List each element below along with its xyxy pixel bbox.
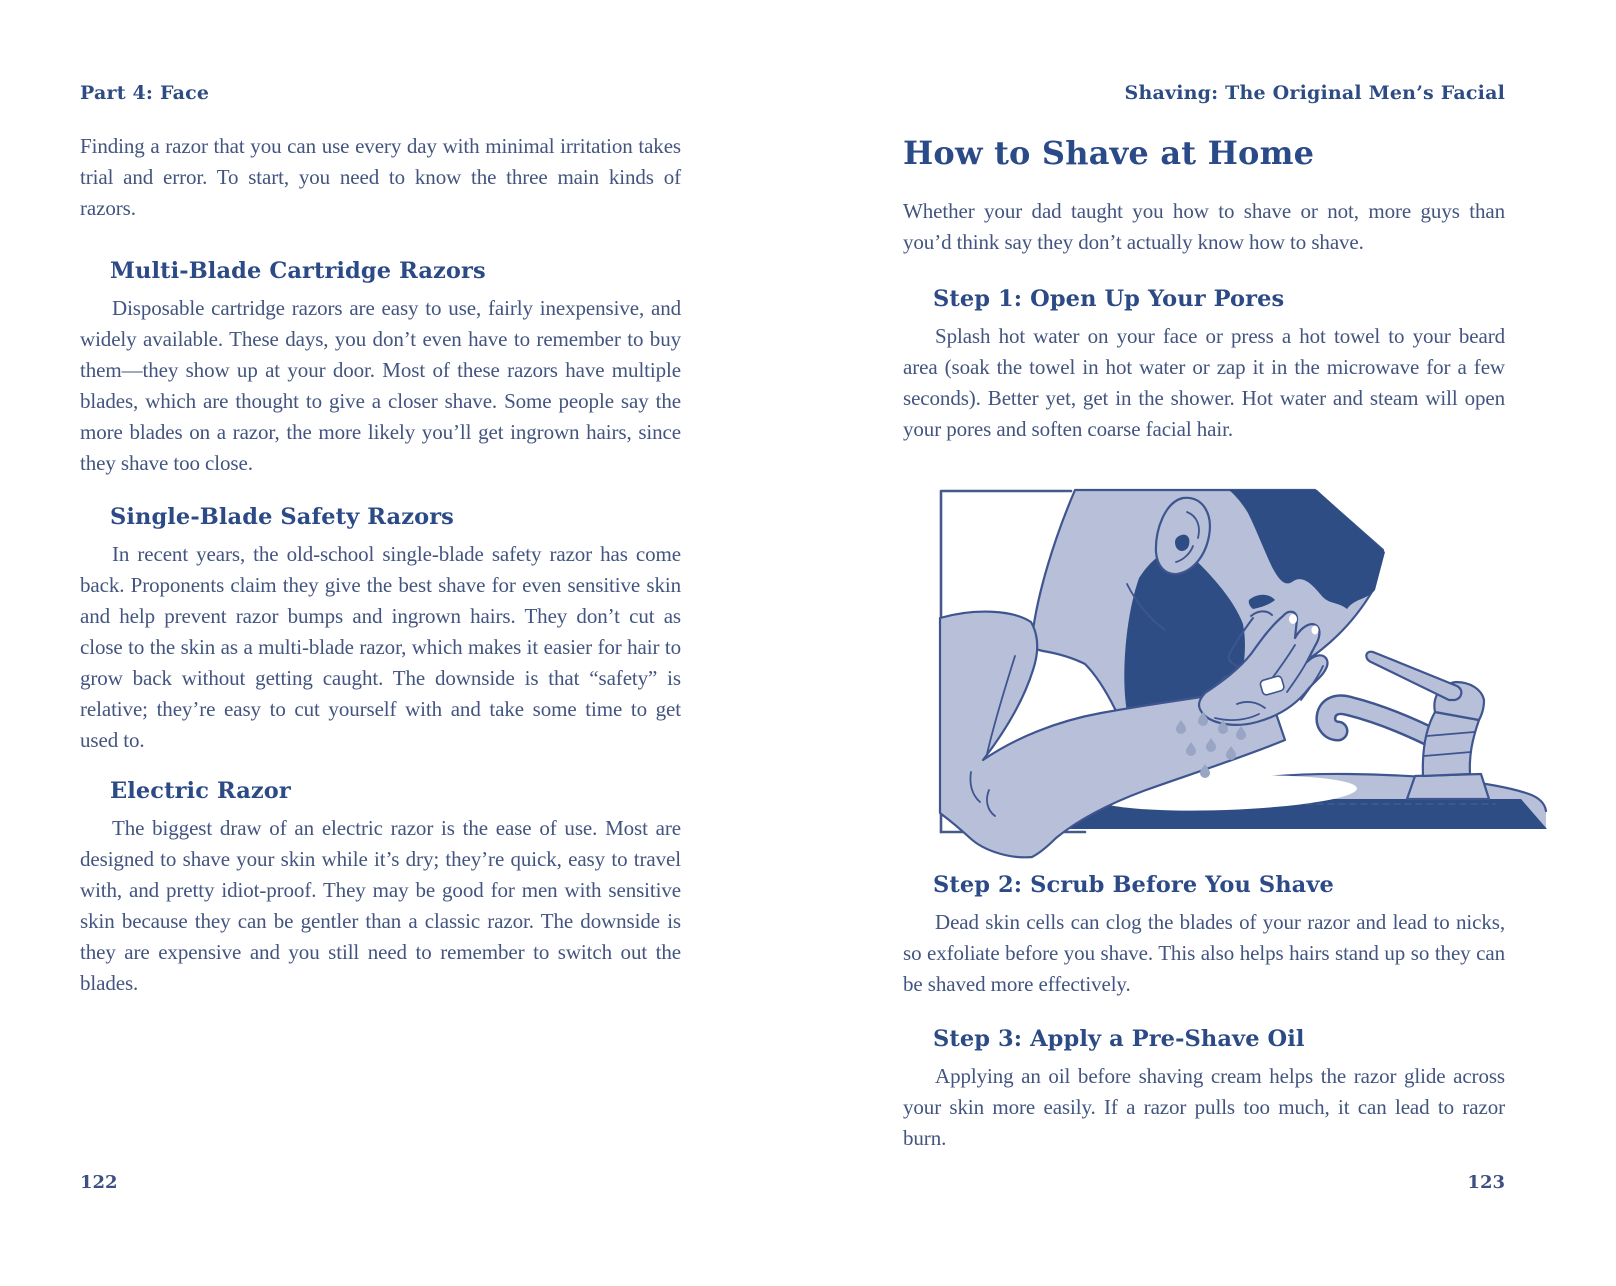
step-body: Applying an oil before shaving cream helps the razor glide across your skin more easily. If a razor pulls too much, it can lead to razor burn.	[903, 1064, 1505, 1150]
running-head-right: Shaving: The Original Men’s Facial	[1124, 82, 1505, 104]
faucet-handle	[1366, 652, 1461, 700]
step-heading: Step 1: Open Up Your Pores	[933, 286, 1285, 312]
page-number-right: 123	[1467, 1172, 1505, 1193]
step-body: Splash hot water on your face or press a hot towel to your beard area (soak the towel in hot water or zap it in the microwave for a few seconds). Better yet, get in the shower. Hot water and steam will open your pores and soften coarse facial hair.	[903, 324, 1505, 441]
section-heading: Electric Razor	[110, 778, 291, 804]
running-head-left: Part 4: Face	[80, 82, 210, 104]
section-body: In recent years, the old-school single-blade safety razor has come back. Proponents claim they give the best shave for even sensitive skin and help prevent razor bumps and ingrown hairs. They don’t cut as close to the skin as a multi-blade razor, which makes it easier for hair to grow back without getting caught. The downside is that “safety” is relative; they’re easy to cut yourself with and take some time to get used to.	[80, 542, 681, 752]
chapter-title: How to Shave at Home	[903, 134, 1315, 172]
illustration-man-washing-face	[935, 488, 1549, 860]
chapter-intro: Whether your dad taught you how to shave or not, more guys than you’d think say they don’t actually know how to shave.	[903, 199, 1505, 254]
step-heading: Step 3: Apply a Pre-Shave Oil	[933, 1026, 1305, 1052]
fingertip-nail	[1312, 626, 1319, 635]
section-body: The biggest draw of an electric razor is the ease of use. Most are designed to shave your skin while it’s dry; they’re quick, easy to travel with, and pretty idiot-proof. They may be good for men with sensitive skin because they can be gentler than a classic razor. The downside is they are expensive and you still need to remember to switch out the blades.	[80, 816, 681, 995]
faucet-base	[1407, 774, 1489, 799]
step-heading: Step 2: Scrub Before You Shave	[933, 872, 1334, 898]
faucet-body	[1423, 712, 1479, 776]
section-heading: Single-Blade Safety Razors	[110, 504, 454, 530]
step-body: Dead skin cells can clog the blades of your razor and lead to nicks, so exfoliate before you shave. This also helps hairs stand up so they can be shaved more effectively.	[903, 910, 1505, 996]
section-heading: Multi-Blade Cartridge Razors	[110, 258, 486, 284]
intro-paragraph: Finding a razor that you can use every day with minimal irritation takes trial and error. To start, you need to know the three main kinds of razors.	[80, 134, 681, 220]
fingertip-nail	[1289, 614, 1297, 624]
page-number-left: 122	[80, 1172, 118, 1193]
section-body: Disposable cartridge razors are easy to use, fairly inexpensive, and widely available. These days, you don’t even have to remember to buy them—they show up at your door. Most of these razors have multiple blades, which are thought to give a closer shave. Some people say the more blades on a razor, the more likely you’ll get ingrown hairs, since they shave too close.	[80, 296, 681, 475]
washing-face-illustration-svg	[935, 488, 1549, 860]
page-right	[808, 0, 1616, 1286]
